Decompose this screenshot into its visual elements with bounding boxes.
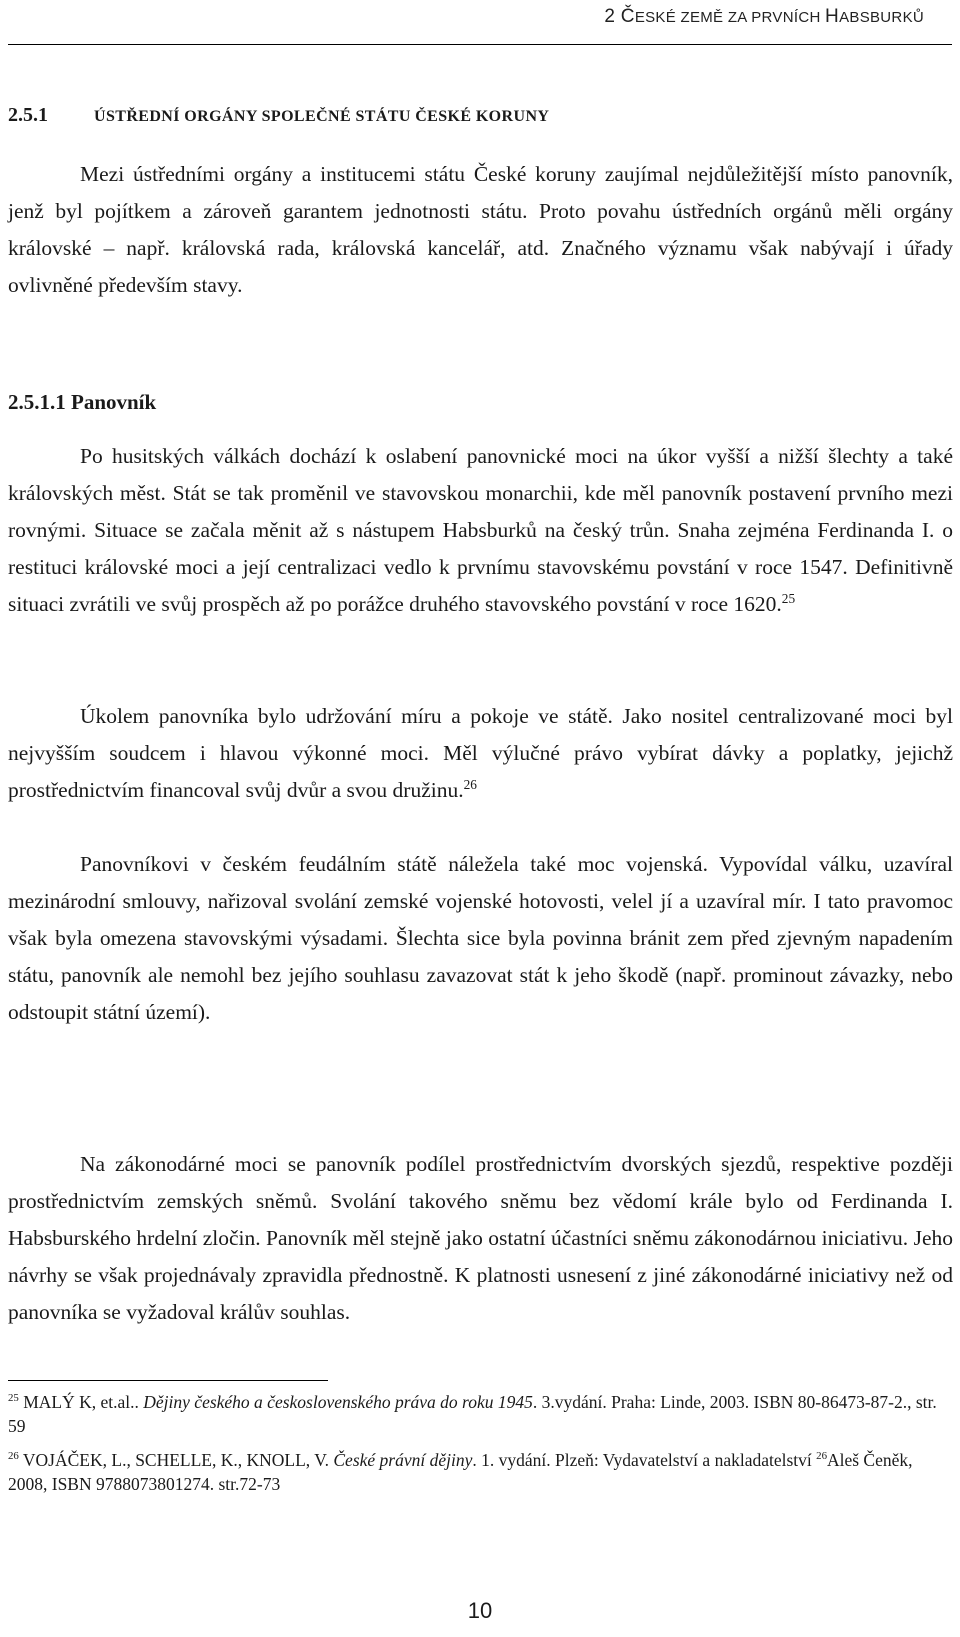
paragraph-text: Úkolem panovníka bylo udržování míru a pokoje ve státě. Jako nositel centralizované moci byl nejvyšším soudcem i hlavou výkonné moci. Měl výlučné právo vybírat dávky a poplatky, jejichž prostřednictvím financoval svůj dvůr a svou družinu. <box>8 704 953 802</box>
footnote-text: Aleš Čeněk, 2008, ISBN 9788073801274. str.72-73 <box>8 1450 913 1494</box>
running-header <box>604 6 924 28</box>
footnote-separator <box>8 1380 328 1381</box>
page-number: 10 <box>467 1598 493 1623</box>
running-header-part: ESKÉ ZEMĚ ZA PRVNÍCH <box>634 9 826 26</box>
section-title: ÚSTŘEDNÍ ORGÁNY SPOLEČNÉ STÁTU ČESKÉ KORUNY <box>94 108 550 125</box>
body-paragraph <box>8 438 953 623</box>
running-header-part: H <box>825 6 840 27</box>
footnote-mark: 25 <box>8 1392 19 1405</box>
body-paragraph <box>8 846 953 1031</box>
footnote-text: VOJÁČEK, L., SCHELLE, K., KNOLL, V. <box>18 1450 334 1470</box>
paragraph-text: Panovníkovi v českém feudálním státě náležela také moc vojenská. Vypovídal válku, uzavíral mezinárodní smlouvy, nařizoval svolání zemské vojenské hotovosti, velel jí a uzavíral mír. I tato pravomoc však byla omezena stavovskými výsadami. Šlechta sice byla povinna bránit zem před zjevným napadením státu, panovník ale nemohl bez jejího souhlasu zavazovat stát k jeho škodě (např. prominout závazky, nebo odstoupit státní území). <box>8 852 953 1024</box>
intro-paragraph: Mezi ústředními orgány a institucemi státu České koruny zaujímal nejdůležitější místo panovník, jenž byl pojítkem a zároveň garantem jednotnosti státu. Proto povahu ústředních orgánů měli orgány královské – např. královská rada, královská kancelář, atd. Značného významu však nabývají i úřady ovlivněné především stavy. <box>8 162 953 297</box>
running-header-part: ABSBURKŮ <box>839 9 924 26</box>
paragraph-text: Po husitských válkách dochází k oslabení panovnické moci na úkor vyšší a nižší šlechty a také královských měst. Stát se tak proměnil ve stavovskou monarchii, kde měl panovník postavení prvního mezi rovnými. Situace se začala měnit až s nástupem Habsburků na český trůn. Snaha zejména Ferdinanda I. o restituci královské moci a její centralizaci vedlo k prvnímu stavovskému povstání v roce 1547. Definitivně situaci zvrátili ve svůj prospěch až po porážce druhého stavovského povstání v roce 1620. <box>8 444 953 616</box>
header-rule <box>8 44 952 45</box>
body-paragraph <box>8 698 953 809</box>
body-paragraph <box>8 1146 953 1331</box>
footnote-ref[interactable]: 26 <box>463 776 477 792</box>
running-header-lead: 2 Č <box>604 6 635 27</box>
footnote-mark: 26 <box>816 1450 827 1463</box>
footnote-book-title: Dějiny českého a československého práva do roku 1945 <box>143 1392 533 1412</box>
footnote-mark: 26 <box>8 1450 19 1463</box>
footnote-text: . 1. vydání. Plzeň: Vydavatelství a nakladatelství <box>472 1450 817 1470</box>
subsection-heading: 2.5.1.1 Panovník <box>8 390 157 414</box>
footnote-text: . 3.vydání. Praha: Linde, 2003. ISBN 80-86473-87-2., str. 59 <box>8 1392 937 1436</box>
footnote-ref[interactable]: 25 <box>781 590 796 606</box>
footnote <box>8 1448 953 1496</box>
paragraph-text: Na zákonodárné moci se panovník podílel prostřednictvím dvorských sjezdů, respektive později prostřednictvím zemských sněmů. Svolání takového sněmu bez vědomí krále bylo od Ferdinanda I. Habsburského hrdelní zločin. Panovník měl stejně jako ostatní účastníci sněmu zákonodárnou iniciativu. Jeho návrhy se však projednávaly zpravidla přednostně. K platnosti usnesení z jiné zákonodárné iniciativy než od panovníka se vyžadoval králův souhlas. <box>8 1152 953 1324</box>
footnote-book-title: České právní dějiny <box>333 1450 473 1470</box>
footnote <box>8 1390 953 1438</box>
footnote-text: MALÝ K, et.al.. <box>18 1392 144 1412</box>
section-heading <box>8 104 549 127</box>
section-number: 2.5.1 <box>8 104 48 126</box>
